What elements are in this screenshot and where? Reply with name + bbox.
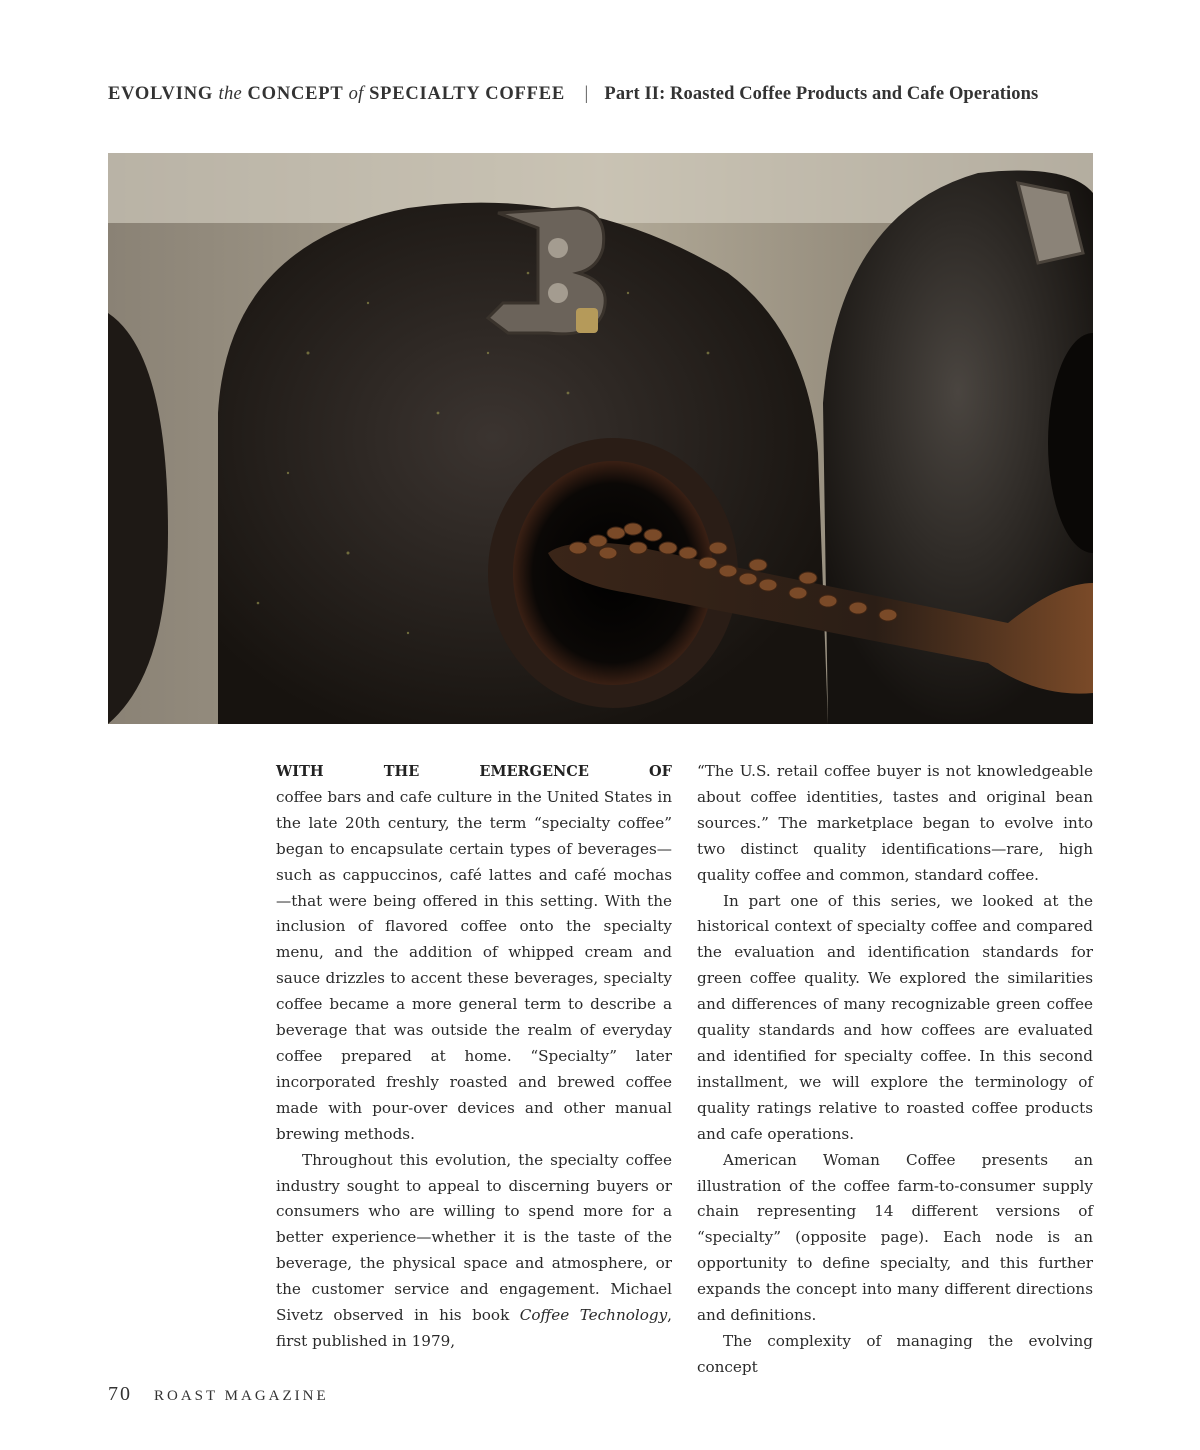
lead-in-word: THE [383,763,420,780]
article-paragraph [276,1148,672,1355]
series-title-word: of [348,84,364,104]
paragraph-text: , first published in 1979, [276,1306,672,1350]
series-title-word: SPECIALTY COFFEE [369,84,566,104]
header-separator: | [584,84,589,104]
part-title: Part II: Roasted Coffee Products and Cafe Operations [604,84,1039,104]
paragraph-text: Throughout this evolution, the specialty coffee industry sought to appeal to discerning buyers or consumers who are willing to spend more for a better experience—whether it is the taste of the beverage, the physical space and atmosphere, or the customer service and engagement. Michael Sivetz observed in his book [276,1150,672,1325]
article-paragraph: American Woman Coffee presents an illustration of the coffee farm-to-consumer supply chain representing 14 different versions of “specialty” (opposite page). Each node is an opportunity to define specialty, and this further expands the concept into many different directions and definitions. [697,1150,1093,1325]
running-header [108,84,1093,105]
page-number: 70 [108,1383,132,1405]
lead-in-word: EMERGENCE [479,763,589,780]
article-paragraph: “The U.S. retail coffee buyer is not knowledgeable about coffee identities, tastes and original bean sources.” The marketplace began to evolve into two distinct quality identifications—rare, high quality coffee and common, standard coffee. [697,762,1093,884]
lead-in-caps [276,759,672,785]
lead-in-word: WITH [276,763,324,780]
article-paragraph: In part one of this series, we looked at the historical context of specialty coffee and compared the evaluation and identification standards for green coffee quality. We explored the similarities and differences of many recognizable green coffee quality standards and how coffees are evaluated and identified for specialty coffee. In this second installment, we will explore the terminology of quality ratings relative to roasted coffee products and cafe operations. [697,891,1093,1143]
article-paragraph: The complexity of managing the evolving concept [697,1331,1093,1376]
article-column-left [276,759,672,1355]
series-title-word: EVOLVING [108,84,214,104]
hero-photo-coffee-roaster [108,153,1093,724]
series-title-word: CONCEPT [247,84,344,104]
article-paragraph: coffee bars and cafe culture in the United States in the late 20th century, the term “specialty coffee” began to encapsulate certain types of beverages—such as cappuccinos, café lattes and café mochas—that were being offered in this setting. With the inclusion of flavored coffee onto the specialty menu, and the addition of whipped cream and sauce drizzles to accent these beverages, specialty coffee became a more general term to describe a beverage that was outside the realm of everyday coffee prepared at home. “Specialty” later incorporated freshly roasted and brewed coffee made with pour-over devices and other manual brewing methods. [276,787,672,1143]
book-title: Coffee Technology [519,1306,668,1325]
article-column-right [697,759,1093,1381]
page-footer [108,1383,329,1406]
lead-in-word: OF [649,763,672,780]
magazine-name: ROAST MAGAZINE [154,1388,329,1404]
series-title-word: the [218,84,243,104]
